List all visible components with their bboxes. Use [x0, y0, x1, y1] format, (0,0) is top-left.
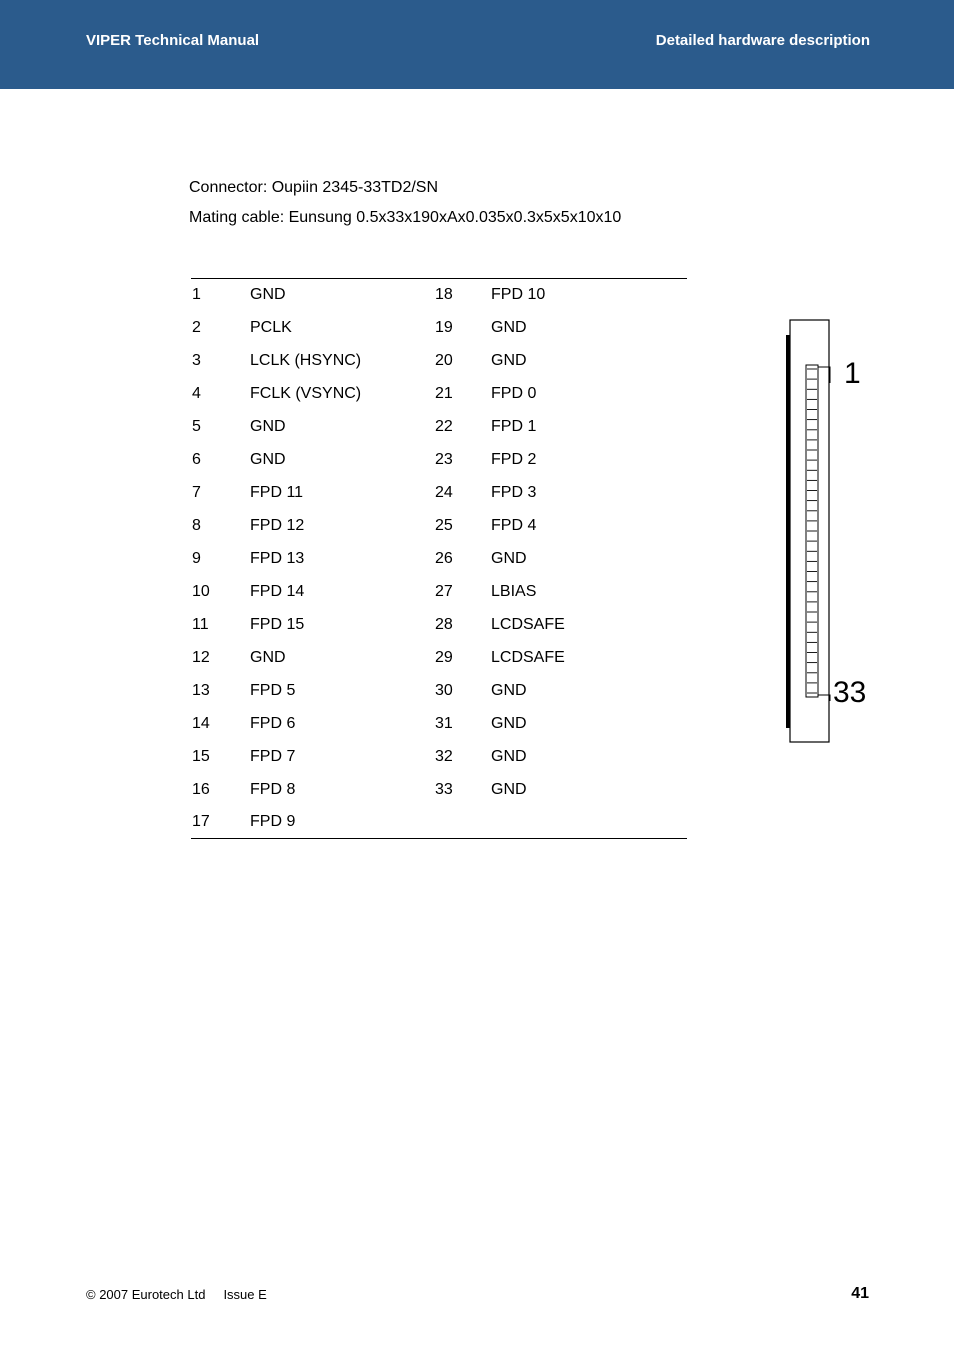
pin-number: 32	[435, 747, 453, 765]
pin-number: 21	[435, 384, 453, 402]
pin-number: 17	[192, 813, 210, 830]
table-row	[191, 806, 687, 839]
footer-info	[86, 1287, 267, 1303]
pin-number: 9	[192, 549, 201, 567]
page-number: 41	[851, 1285, 869, 1302]
signal-name: PCLK	[250, 318, 292, 336]
pin-number: 22	[435, 417, 453, 435]
signal-name: FPD 9	[250, 813, 296, 830]
pin-number: 31	[435, 714, 453, 732]
connector-diagram	[780, 315, 880, 747]
pin-number: 10	[192, 582, 210, 600]
table-row	[191, 311, 687, 344]
section-title: Detailed hardware description	[655, 32, 870, 49]
signal-name: GND	[491, 681, 527, 699]
pin-number: 3	[192, 351, 201, 369]
signal-name: LCLK (HSYNC)	[250, 351, 362, 369]
signal-name: GND	[491, 549, 527, 567]
pin-number: 18	[435, 286, 453, 303]
pinout-table	[191, 278, 687, 839]
table-row	[191, 509, 687, 542]
pin-number: 23	[435, 450, 453, 468]
pin-number: 30	[435, 681, 453, 699]
signal-name: FPD 3	[491, 483, 537, 501]
signal-name: GND	[491, 318, 527, 336]
signal-name	[490, 806, 687, 839]
pin-number: 28	[435, 615, 453, 633]
pin-number: 29	[435, 648, 453, 666]
pin-number: 20	[435, 351, 453, 369]
pin-number: 14	[192, 714, 210, 732]
signal-name: FPD 15	[250, 615, 305, 633]
signal-name: LCDSAFE	[491, 648, 565, 666]
pin-number: 12	[192, 648, 210, 666]
signal-name: FPD 5	[250, 681, 296, 699]
signal-name: GND	[491, 714, 527, 732]
table-row	[191, 377, 687, 410]
signal-name: FPD 11	[250, 483, 304, 501]
mating-cable-label: Mating cable: Eunsung 0.5x33x190xAx0.035x0.3x5x5x10x10	[189, 209, 622, 226]
signal-name: FPD 0	[491, 384, 537, 402]
pin-number: 8	[192, 516, 201, 534]
signal-name: GND	[250, 417, 286, 435]
signal-name: GND	[491, 780, 527, 798]
signal-name: FPD 4	[491, 516, 537, 534]
signal-name: FPD 1	[491, 417, 537, 435]
pin-number: 1	[192, 286, 201, 303]
pin-number: 13	[192, 681, 210, 699]
table-row	[191, 476, 687, 509]
signal-name: FPD 12	[250, 516, 305, 534]
table-row	[191, 608, 687, 641]
pinout-table-body	[191, 279, 687, 839]
table-row	[191, 740, 687, 773]
pin-number: 7	[192, 483, 201, 501]
signal-name: LBIAS	[491, 582, 537, 600]
first-pin-label: 1	[844, 357, 861, 390]
signal-name: FPD 2	[491, 450, 537, 468]
table-row	[191, 443, 687, 476]
signal-name: GND	[491, 747, 527, 765]
pin-number: 15	[192, 747, 210, 765]
table-row	[191, 575, 687, 608]
table-row	[191, 410, 687, 443]
signal-name: FPD 13	[250, 549, 305, 567]
table-row	[191, 641, 687, 674]
copyright-text: © 2007 Eurotech Ltd	[86, 1287, 206, 1302]
manual-title: VIPER Technical Manual	[86, 32, 260, 49]
pin-number: 2	[192, 318, 201, 336]
pin-number	[434, 806, 490, 839]
signal-name: GND	[250, 286, 286, 303]
issue-text: Issue E	[223, 1287, 267, 1302]
table-row	[191, 707, 687, 740]
signal-name: LCDSAFE	[491, 615, 565, 633]
pin-number: 33	[435, 780, 453, 798]
table-row	[191, 542, 687, 575]
pin-number: 27	[435, 582, 453, 600]
pin-number: 16	[192, 780, 210, 798]
signal-name: FCLK (VSYNC)	[250, 384, 362, 402]
pin-number: 5	[192, 417, 201, 435]
signal-name: FPD 10	[491, 286, 546, 303]
signal-name: FPD 7	[250, 747, 296, 765]
signal-name: GND	[250, 648, 286, 666]
table-row	[191, 279, 687, 312]
signal-name: FPD 8	[250, 780, 296, 798]
connector-label: Connector: Oupiin 2345-33TD2/SN	[189, 179, 439, 196]
signal-name: FPD 6	[250, 714, 296, 732]
page-header	[0, 0, 954, 89]
pin-number: 24	[435, 483, 453, 501]
pin-number: 4	[192, 384, 201, 402]
last-pin-label: 33	[833, 676, 867, 709]
signal-name: FPD 14	[250, 582, 305, 600]
table-row	[191, 773, 687, 806]
pin-number: 6	[192, 450, 201, 468]
pin-number: 19	[435, 318, 453, 336]
connector-side-bar	[786, 335, 790, 728]
table-row	[191, 344, 687, 377]
pin-number: 11	[192, 615, 209, 633]
table-row	[191, 674, 687, 707]
pin-number: 25	[435, 516, 453, 534]
pin-number: 26	[435, 549, 453, 567]
signal-name: GND	[491, 351, 527, 369]
signal-name: GND	[250, 450, 286, 468]
